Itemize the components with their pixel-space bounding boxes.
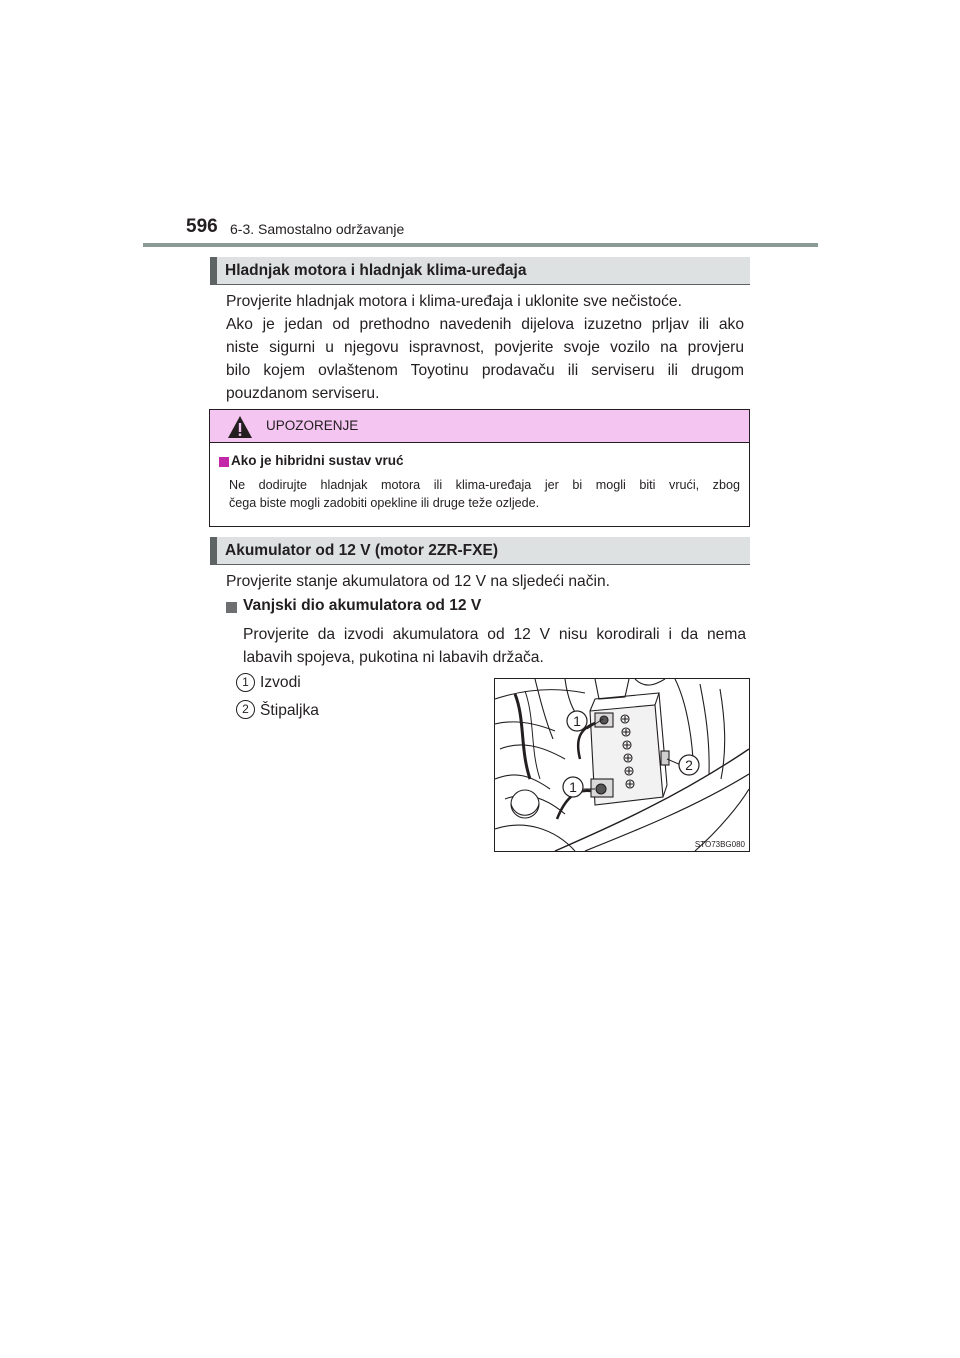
paragraph-line: pouzdanom serviseru.	[226, 385, 380, 402]
paragraph-line: labavih spojeva, pukotina ni labavih držača.	[243, 649, 544, 666]
header-rule	[143, 243, 818, 247]
callout-2: 2	[685, 757, 693, 773]
subsection-heading: Vanjski dio akumulatora od 12 V	[243, 597, 482, 614]
paragraph-line: niste sigurni u njegovu ispravnost, povjerite svoje vozilo na provjeru	[226, 339, 744, 356]
paragraph-line: Provjerite hladnjak motora i klima-uređaja i uklonite sve nečistoće.	[226, 293, 682, 310]
heading-bar	[210, 537, 217, 564]
paragraph-line: Provjerite da izvodi akumulatora od 12 V nisu korodirali i da nema	[243, 626, 746, 643]
figure-code: STO73BG080	[694, 840, 745, 849]
section-heading-text: Hladnjak motora i hladnjak klima-uređaja	[225, 262, 527, 279]
heading-bar	[210, 257, 217, 284]
legend-label-2: Štipaljka	[260, 702, 319, 719]
page-number: 596	[186, 216, 218, 237]
legend-number-2: 2	[236, 700, 255, 719]
section-heading-battery	[210, 537, 750, 565]
warning-title: UPOZORENJE	[266, 418, 359, 433]
battery-illustration	[494, 678, 750, 852]
warning-line: čega biste mogli zadobiti opekline ili druge teže ozljede.	[229, 496, 540, 510]
warning-box	[209, 409, 750, 527]
callout-1-upper: 1	[573, 713, 581, 729]
section-heading-radiator	[210, 257, 750, 285]
section-heading-text: Akumulator od 12 V (motor 2ZR-FXE)	[225, 542, 498, 559]
warning-subtitle: Ako je hibridni sustav vruć	[231, 453, 404, 468]
square-bullet-icon	[226, 602, 237, 613]
section-reference: 6-3. Samostalno održavanje	[230, 221, 405, 237]
warning-line: Ne dodirujte hladnjak motora ili klima-uređaja jer bi mogli biti vrući, zbog	[229, 478, 740, 492]
radiator-paragraph	[226, 290, 744, 405]
legend-number-1: 1	[236, 673, 255, 692]
warning-header	[210, 410, 749, 443]
battery-drawing	[495, 679, 749, 851]
paragraph-line: Ako je jedan od prethodno navedenih dijelova izuzetno prljav ili ako	[226, 316, 744, 333]
warning-text	[229, 476, 740, 512]
callout-1-lower: 1	[569, 779, 577, 795]
battery-intro: Provjerite stanje akumulatora od 12 V na sljedeći način.	[226, 573, 610, 590]
warning-bullet-icon	[219, 457, 229, 467]
paragraph-line: bilo kojem ovlaštenom Toyotinu prodavaču ili serviseru ili drugom	[226, 362, 744, 379]
legend-label-1: Izvodi	[260, 674, 301, 691]
warning-triangle-icon	[227, 415, 253, 439]
subsection-paragraph	[243, 623, 746, 669]
